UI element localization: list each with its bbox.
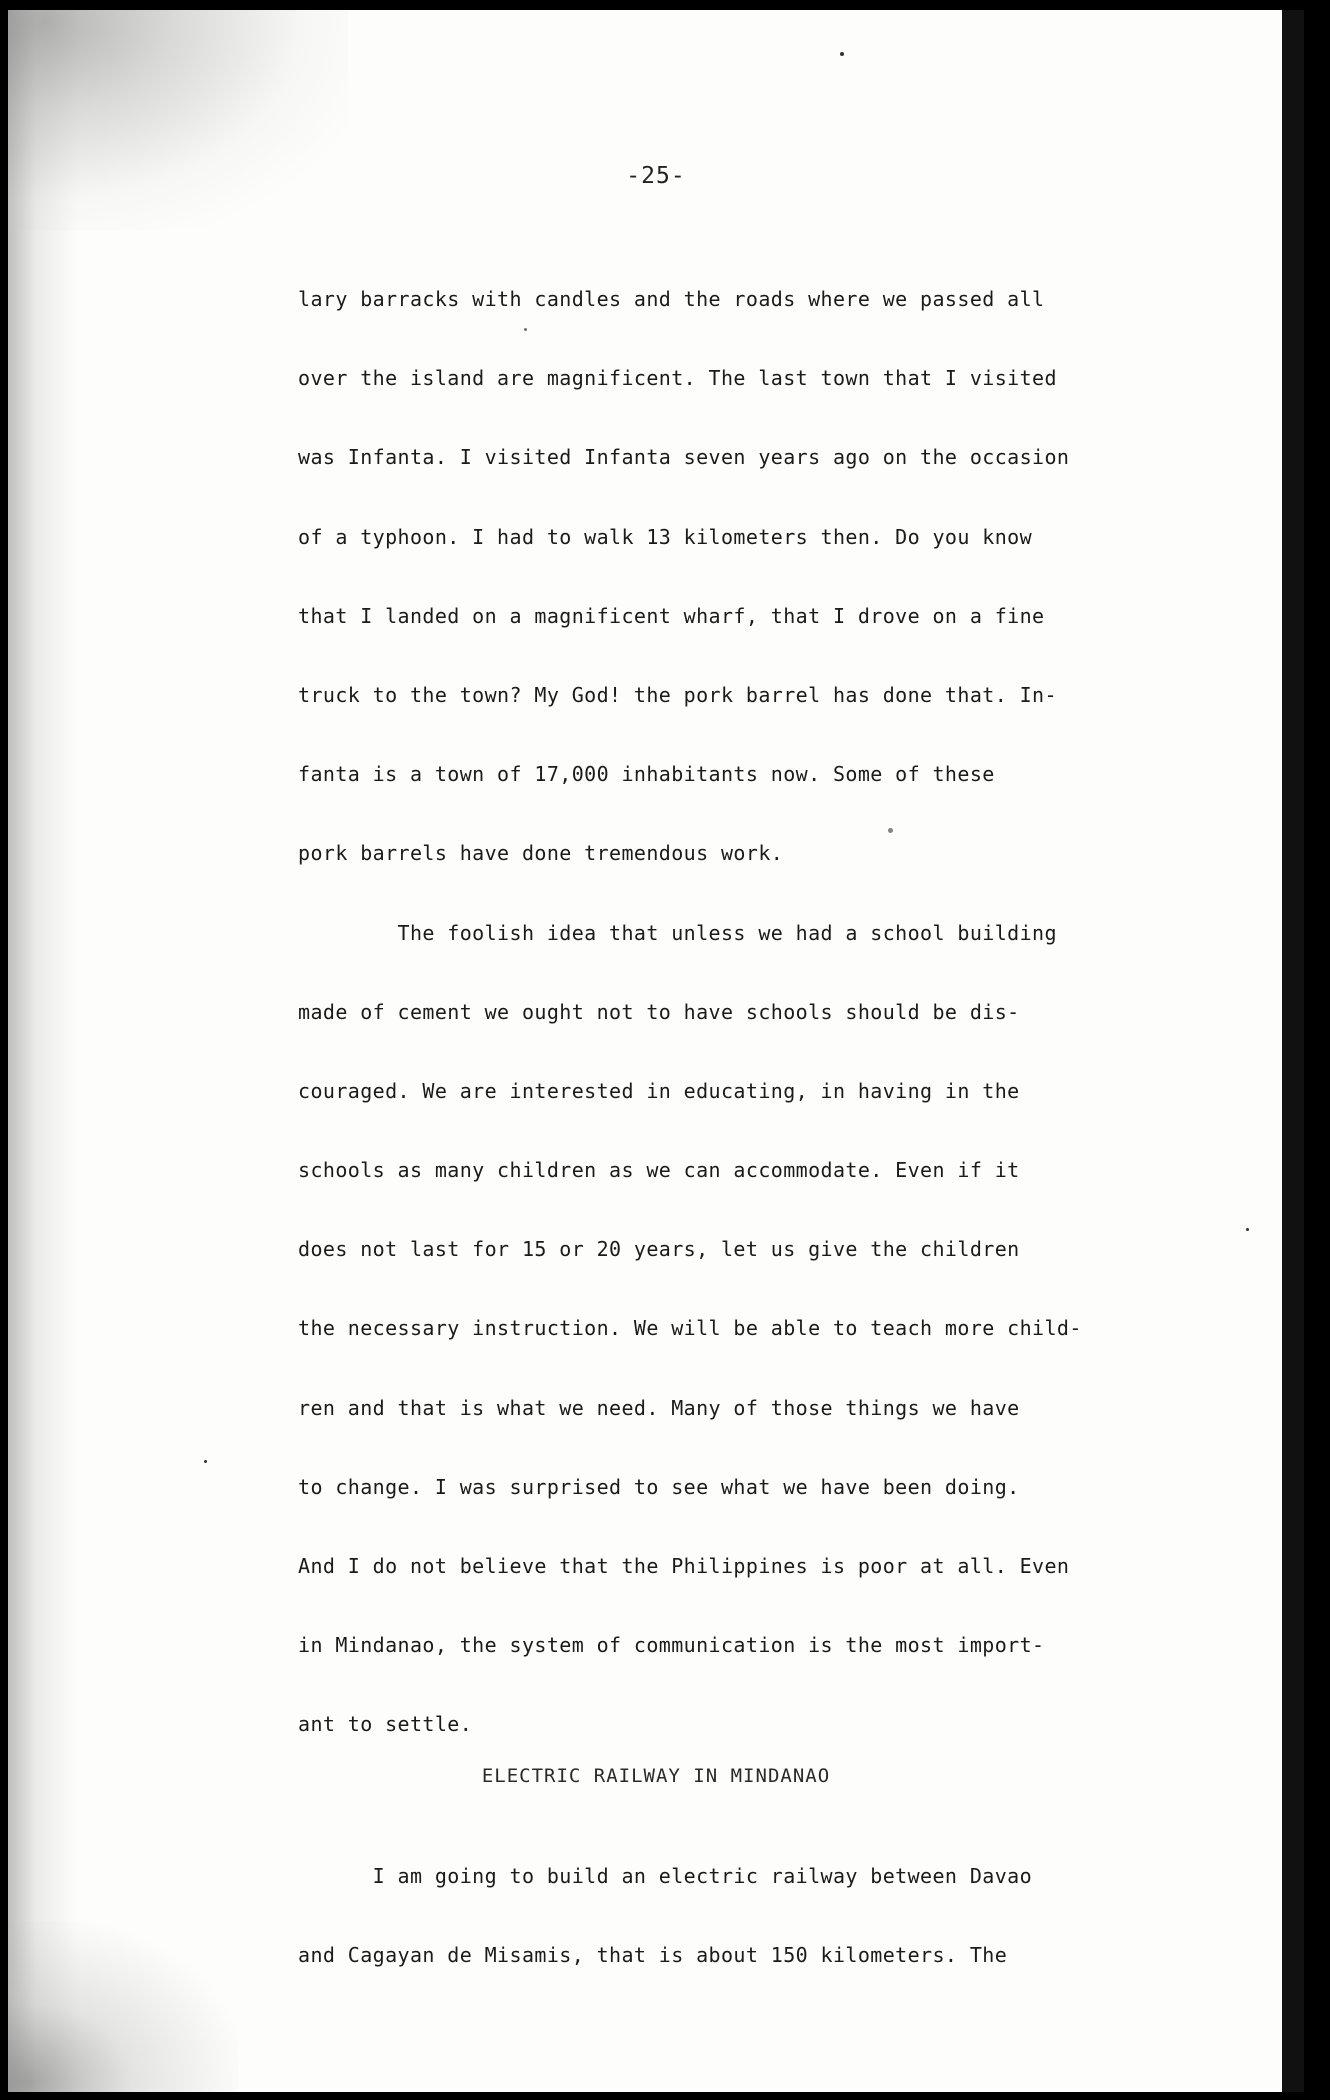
text-line: schools as many children as we can accommodate. Even if it xyxy=(298,1158,1020,1183)
document-page xyxy=(8,10,1304,2092)
paper-stain-top-left xyxy=(8,10,348,230)
text-line: lary barracks with candles and the roads where we passed all xyxy=(298,287,1045,311)
text-line: fanta is a town of 17,000 inhabitants now. Some of these xyxy=(298,762,995,787)
text-line: the necessary instruction. We will be able to teach more child- xyxy=(298,1316,1082,1341)
text-line: over the island are magnificent. The last town that I visited xyxy=(298,366,1057,391)
scan-speck xyxy=(524,328,527,331)
text-line: does not last for 15 or 20 years, let us give the children xyxy=(298,1237,1020,1262)
scan-speck xyxy=(888,828,893,833)
scan-speck xyxy=(204,1460,207,1463)
text-line: was Infanta. I visited Infanta seven years ago on the occasion xyxy=(298,445,1070,470)
body-text-block-1 xyxy=(298,260,1158,1765)
text-line: to change. I was surprised to see what we have been doing. xyxy=(298,1474,1020,1499)
page-number: -25- xyxy=(626,163,686,189)
scan-speck xyxy=(1246,1228,1249,1231)
body-text-block-2 xyxy=(298,1837,1158,1995)
section-heading: ELECTRIC RAILWAY IN MINDANAO xyxy=(481,1765,831,1787)
scan-speck xyxy=(840,52,844,56)
text-line: ant to settle. xyxy=(298,1712,473,1737)
text-line: that I landed on a magnificent wharf, that I drove on a fine xyxy=(298,603,1045,628)
text-line: and Cagayan de Misamis, that is about 150 kilometers. The xyxy=(298,1943,1008,1968)
text-line: truck to the town? My God! the pork barrel has done that. In- xyxy=(298,682,1057,707)
paper-stain-bottom-left xyxy=(8,1922,238,2092)
text-line: ren and that is what we need. Many of those things we have xyxy=(298,1395,1020,1420)
text-line: made of cement we ought not to have schools should be dis- xyxy=(298,999,1020,1024)
text-line: in Mindanao, the system of communication is the most import- xyxy=(298,1633,1045,1658)
text-line: I am going to build an electric railway between Davao xyxy=(298,1864,1033,1888)
text-line: And I do not believe that the Philippines is poor at all. Even xyxy=(298,1554,1070,1578)
text-line: The foolish idea that unless we had a school building xyxy=(298,920,1057,945)
text-line: pork barrels have done tremendous work. xyxy=(298,841,784,866)
text-line: of a typhoon. I had to walk 13 kilometers then. Do you know xyxy=(298,524,1033,549)
text-line: couraged. We are interested in educating, in having in the xyxy=(298,1078,1020,1103)
